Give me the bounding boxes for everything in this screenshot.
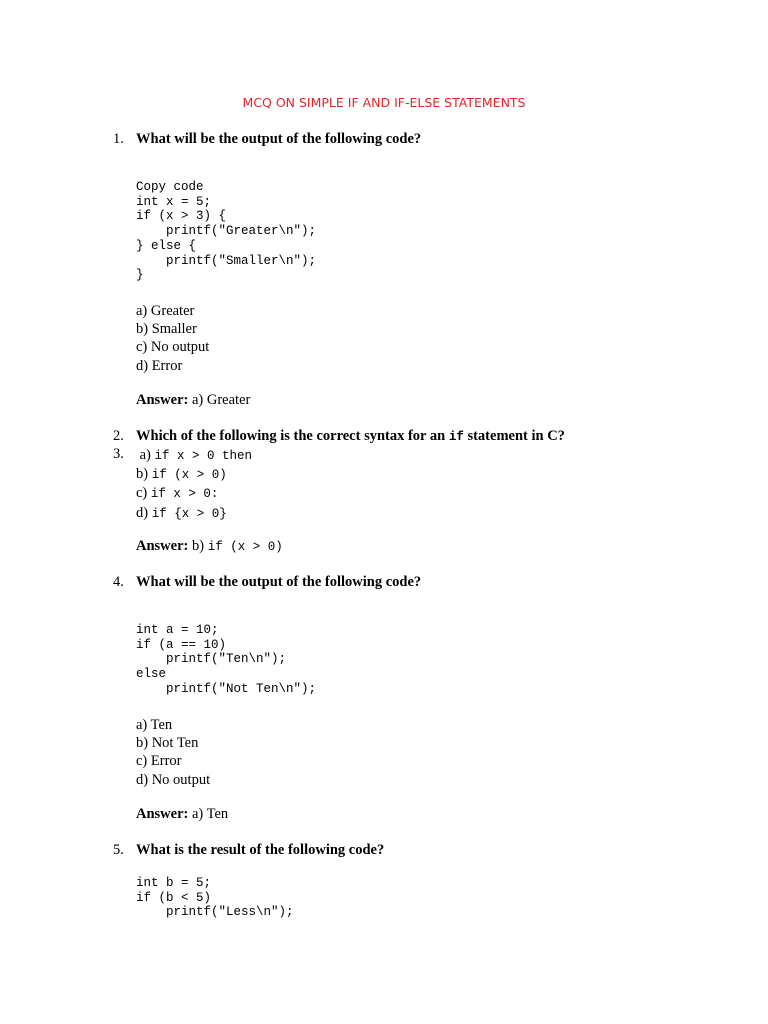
options-list <box>136 446 252 523</box>
answer-value: if (x > 0) <box>207 540 283 554</box>
question-text: What is the result of the following code? <box>136 842 385 858</box>
option: d) No output <box>136 771 211 788</box>
option: d) Error <box>136 357 183 374</box>
code-block: Copy code int x = 5; if (x > 3) { printf("Greater\n"); } else { printf("Smaller\n"); } <box>136 180 317 283</box>
answer-label: Answer: <box>136 538 189 554</box>
question-number: 3. <box>113 446 124 462</box>
option: b) if (x > 0) <box>136 466 227 483</box>
question-number: 4. <box>113 574 124 590</box>
answer-line <box>136 806 228 823</box>
option: b) Not Ten <box>136 735 199 752</box>
option: a) if x > 0 then <box>139 447 253 463</box>
answer-value: a) Ten <box>191 806 229 822</box>
options-list <box>136 302 209 375</box>
option: a) Ten <box>136 717 173 733</box>
question-text: What will be the output of the following code? <box>136 131 422 147</box>
answer-label: Answer: <box>136 806 189 822</box>
option: b) Smaller <box>136 321 197 338</box>
code-block: int a = 10; if (a == 10) printf("Ten\n"); else printf("Not Ten\n"); <box>136 623 317 696</box>
inline-code: if <box>448 430 464 444</box>
question-number: 2. <box>113 428 124 444</box>
question-number: 1. <box>113 131 124 147</box>
option: c) No output <box>136 339 210 356</box>
question-number: 5. <box>113 842 124 858</box>
answer-value: a) Greater <box>191 392 251 408</box>
answer-line <box>136 392 250 409</box>
option: d) if {x > 0} <box>136 504 227 521</box>
answer-label: Answer: <box>136 392 189 408</box>
document-title: MCQ ON SIMPLE IF AND IF-ELSE STATEMENTS <box>242 95 526 110</box>
answer-line: Answer: b) if (x > 0) <box>136 538 283 554</box>
option: a) Greater <box>136 303 195 319</box>
option: c) Error <box>136 753 182 770</box>
code-block: int b = 5; if (b < 5) printf("Less\n"); <box>136 876 294 920</box>
options-list <box>136 716 210 789</box>
question-text: What will be the output of the following code? <box>136 574 422 590</box>
question-text: Which of the following is the correct syntax for an if statement in C? <box>136 428 565 444</box>
option: c) if x > 0: <box>136 485 219 502</box>
